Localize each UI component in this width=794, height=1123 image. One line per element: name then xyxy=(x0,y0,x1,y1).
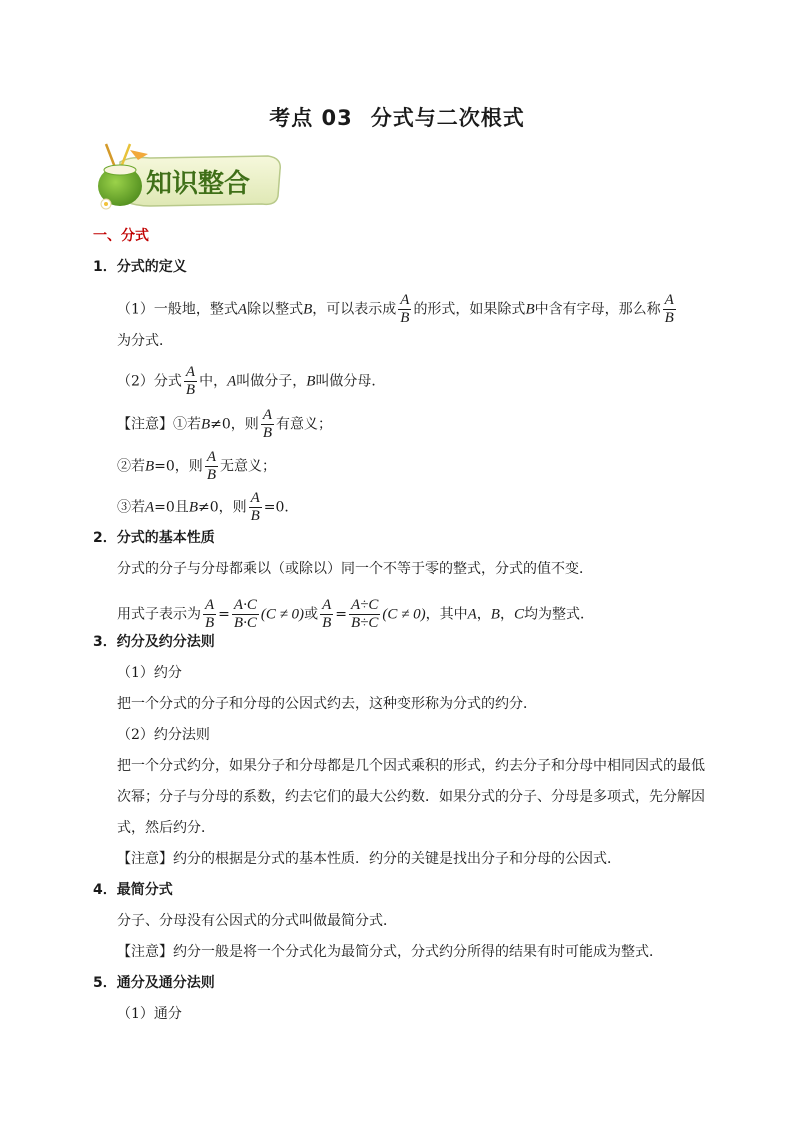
fraction: $\frac{A\cdot C}{B\cdot C}$ xyxy=(233,597,257,631)
text-line: 把一个分式的分子和分母的公因式约去，这种变形称为分式的约分． xyxy=(117,696,537,712)
section-heading: 一、分式 xyxy=(93,228,149,244)
note-line: 【注意】约分的根据是分式的基本性质．约分的关键是找出分子和分母的公因式． xyxy=(117,851,621,867)
text-line: 分式的分子与分母都乘以（或除以）同一个不等于零的整式，分式的值不变． xyxy=(117,561,593,577)
formula-line: 用式子表示为 $\frac{A}{B}$ = $\frac{A\cdot C}{B\cdot C}$ (C ≠ 0)或 $\frac{A}{B}$ = $\frac{A\div C}{B\div C}$ (C ≠ 0)，其中A，B，C均为整式． xyxy=(117,597,594,631)
banner-text: 知识整合 xyxy=(146,169,251,199)
note-line: ③若A=0且B≠0，则 $\frac{A}{B}$ =0． xyxy=(117,490,299,524)
subheading: （1）约分 xyxy=(117,665,182,681)
text-line: 式，然后约分． xyxy=(117,820,215,836)
page-title: 考点 03 分式与二次根式 xyxy=(269,106,525,130)
fraction: $\frac{A}{B}$ xyxy=(322,597,332,631)
subheading: （1）通分 xyxy=(117,1006,182,1022)
fraction: $\frac{A}{B}$ xyxy=(262,407,272,441)
text-line: 分子、分母没有公因式的分式叫做最简分式． xyxy=(117,913,397,929)
fraction: $\frac{A}{B}$ xyxy=(250,490,260,524)
fraction: $\frac{A}{B}$ xyxy=(185,364,196,398)
fraction: $\frac{A}{B}$ xyxy=(400,292,410,326)
text-line: 为分式． xyxy=(117,333,173,349)
definition-line: （1）一般地，整式A除以整式B，可以表示成 $\frac{A}{B}$ 的形式，如果除式B中含有字母，那么称 $\frac{A}{B}$ xyxy=(117,292,674,326)
note-line: 【注意】①若B≠0，则 $\frac{A}{B}$ 有意义； xyxy=(117,407,332,441)
knowledge-banner xyxy=(90,140,290,220)
text-line: 把一个分式约分，如果分子和分母都是几个因式乘积的形式，约去分子和分母中相同因式的最低 xyxy=(117,758,705,774)
fraction: $\frac{A}{B}$ xyxy=(664,292,674,326)
definition-line: （2）分式 $\frac{A}{B}$ 中，A叫做分子，B叫做分母． xyxy=(117,364,386,398)
note-line: ②若B=0，则 $\frac{A}{B}$ 无意义； xyxy=(117,449,276,483)
subheading: （2）约分法则 xyxy=(117,727,210,743)
text-line: 次幂；分子与分母的系数，约去它们的最大公约数．如果分式的分子、分母是多项式，先分解因 xyxy=(117,789,705,805)
item-heading: 2．分式的基本性质 xyxy=(93,530,215,546)
fraction: $\frac{A}{B}$ xyxy=(206,449,216,483)
item-heading: 5．通分及通分法则 xyxy=(93,975,215,991)
fraction: $\frac{A\div C}{B\div C}$ xyxy=(350,597,379,631)
note-line: 【注意】约分一般是将一个分式化为最简分式，分式约分所得的结果有时可能成为整式． xyxy=(117,944,663,960)
fraction: $\frac{A}{B}$ xyxy=(205,597,215,631)
item-heading: 1．分式的定义 xyxy=(93,259,187,275)
item-heading: 3．约分及约分法则 xyxy=(93,634,215,650)
item-heading: 4．最简分式 xyxy=(93,882,173,898)
